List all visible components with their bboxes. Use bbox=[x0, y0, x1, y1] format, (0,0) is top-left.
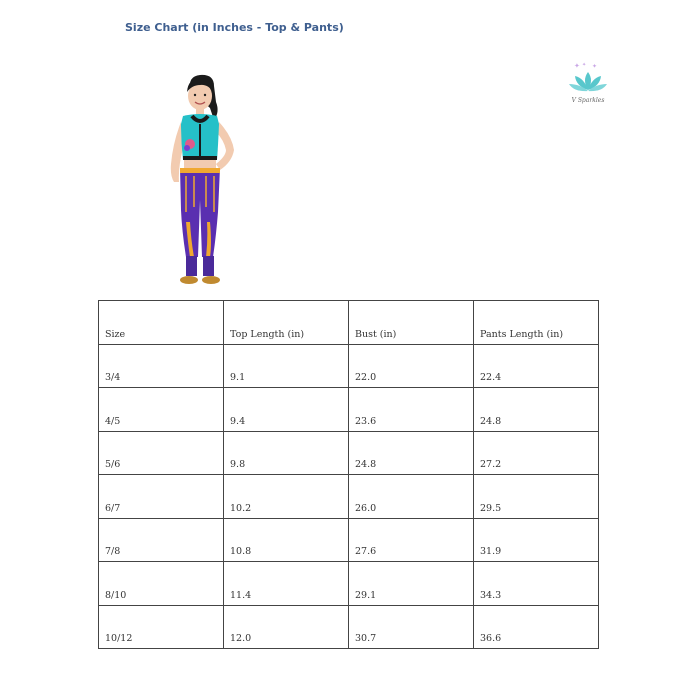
cell-top-length: 9.1 bbox=[224, 344, 349, 388]
cell-size: 7/8 bbox=[99, 518, 224, 562]
table-header-row bbox=[99, 301, 599, 345]
cell-top-length: 9.4 bbox=[224, 388, 349, 432]
cell-size: 8/10 bbox=[99, 562, 224, 606]
cell-size: 4/5 bbox=[99, 388, 224, 432]
cell-top-length: 12.0 bbox=[224, 605, 349, 649]
svg-text:✦: ✦ bbox=[574, 62, 580, 70]
cell-bust: 23.6 bbox=[349, 388, 474, 432]
cell-pants-length: 24.8 bbox=[474, 388, 599, 432]
cell-pants-length: 22.4 bbox=[474, 344, 599, 388]
table-row bbox=[99, 605, 599, 649]
cell-bust: 29.1 bbox=[349, 562, 474, 606]
table-row bbox=[99, 518, 599, 562]
svg-text:✦: ✦ bbox=[582, 62, 587, 68]
cell-pants-length: 34.3 bbox=[474, 562, 599, 606]
cell-pants-length: 31.9 bbox=[474, 518, 599, 562]
brand-logo bbox=[560, 60, 616, 116]
cell-bust: 24.8 bbox=[349, 431, 474, 475]
cell-size: 10/12 bbox=[99, 605, 224, 649]
cell-top-length: 10.8 bbox=[224, 518, 349, 562]
cell-size: 3/4 bbox=[99, 344, 224, 388]
table-row bbox=[99, 475, 599, 519]
brand-name: V Sparkles bbox=[571, 97, 605, 104]
cell-size: 6/7 bbox=[99, 475, 224, 519]
header-top-length: Top Length (in) bbox=[224, 301, 349, 345]
cell-size: 5/6 bbox=[99, 431, 224, 475]
cell-pants-length: 27.2 bbox=[474, 431, 599, 475]
cell-top-length: 9.8 bbox=[224, 431, 349, 475]
cell-top-length: 11.4 bbox=[224, 562, 349, 606]
table-row bbox=[99, 431, 599, 475]
table-row bbox=[99, 388, 599, 432]
header-bust: Bust (in) bbox=[349, 301, 474, 345]
costume-photo bbox=[150, 72, 260, 294]
cell-bust: 26.0 bbox=[349, 475, 474, 519]
size-chart-table bbox=[98, 300, 599, 649]
cell-bust: 27.6 bbox=[349, 518, 474, 562]
cell-pants-length: 29.5 bbox=[474, 475, 599, 519]
cell-pants-length: 36.6 bbox=[474, 605, 599, 649]
svg-text:✦: ✦ bbox=[592, 63, 598, 70]
cell-bust: 30.7 bbox=[349, 605, 474, 649]
header-pants-length: Pants Length (in) bbox=[474, 301, 599, 345]
table-row bbox=[99, 344, 599, 388]
cell-bust: 22.0 bbox=[349, 344, 474, 388]
cell-top-length: 10.2 bbox=[224, 475, 349, 519]
table-row bbox=[99, 562, 599, 606]
lotus-icon bbox=[566, 60, 610, 96]
page-title: Size Chart (in Inches - Top & Pants) bbox=[125, 21, 344, 34]
header-size: Size bbox=[99, 301, 224, 345]
